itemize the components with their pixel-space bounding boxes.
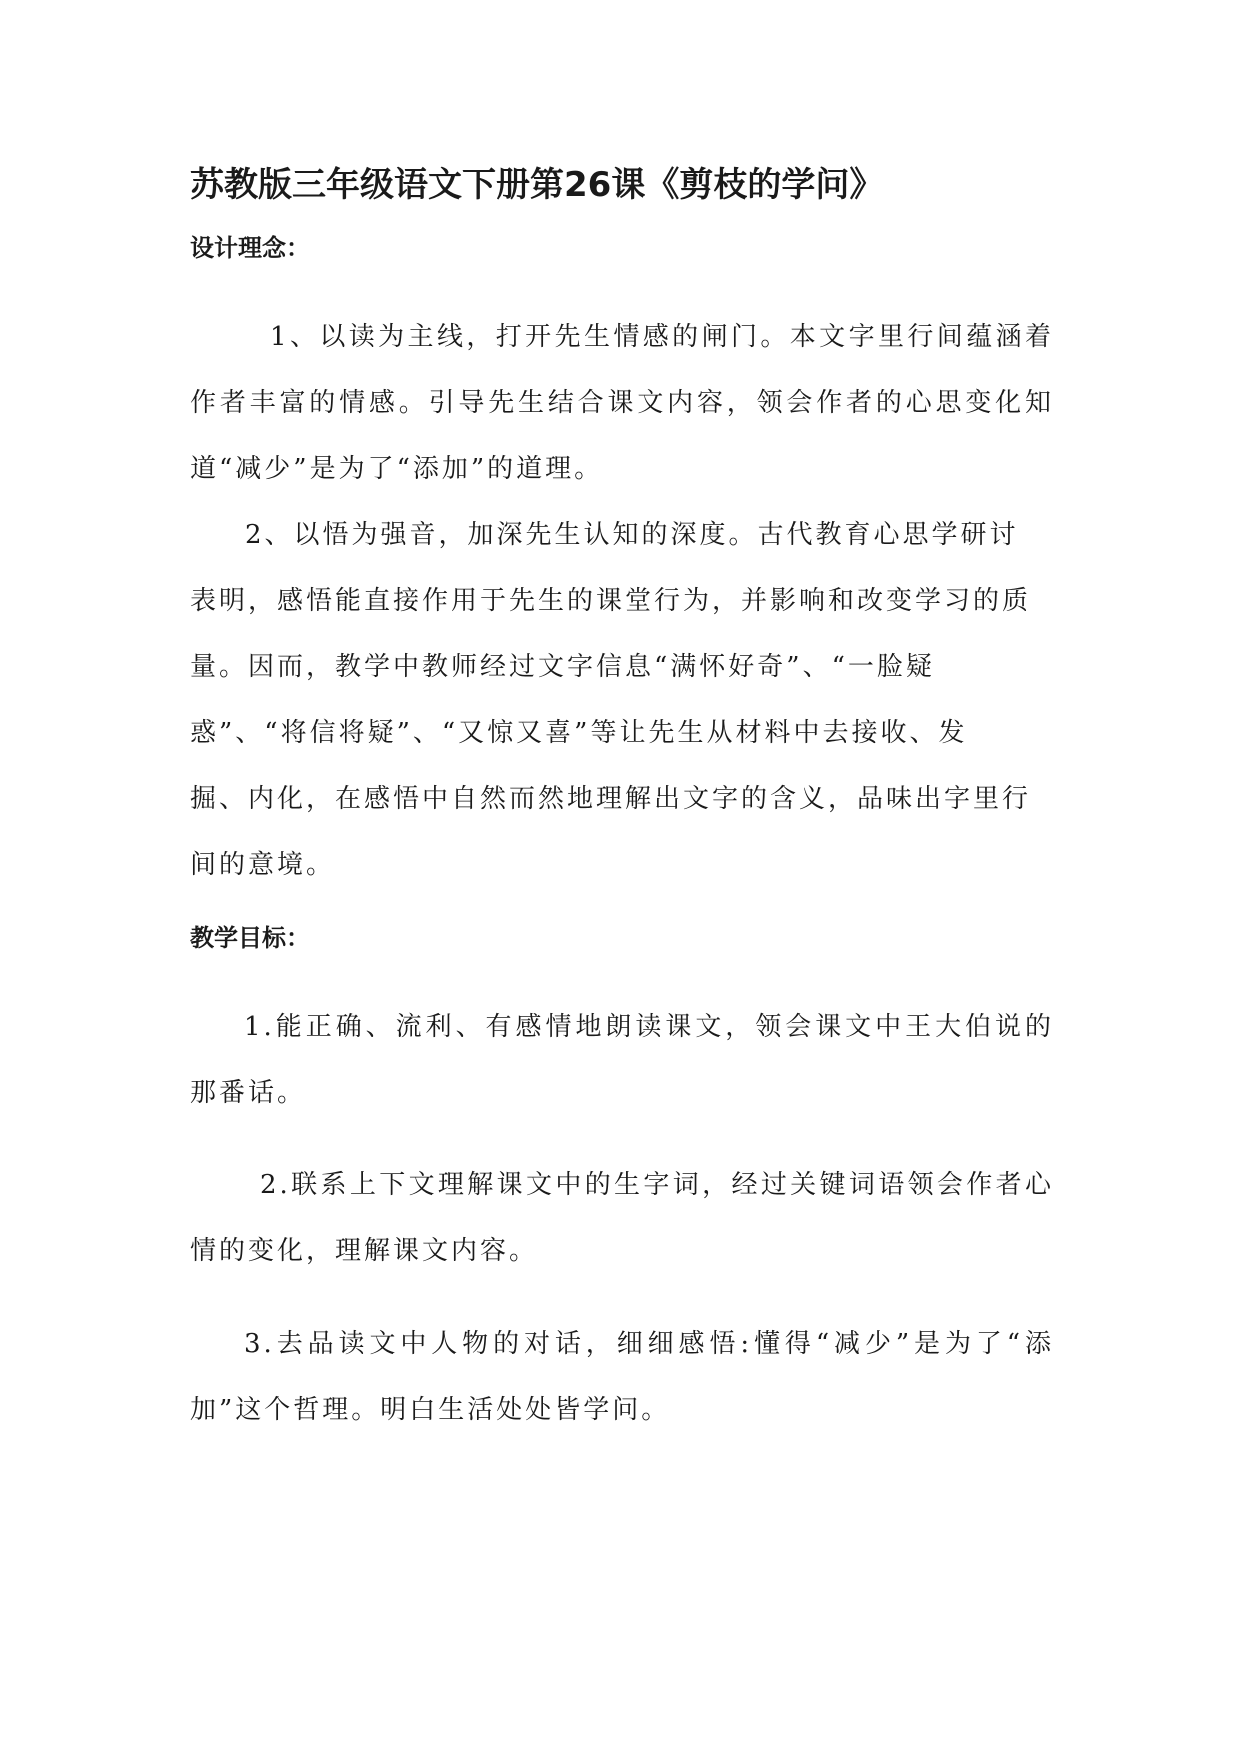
section-heading-design-concept: 设计理念： (190, 234, 310, 262)
design-concept-paragraph-2-line-6: 间的意境。 (190, 850, 336, 880)
design-concept-paragraph-2-line-2: 表明，感悟能直接作用于先生的课堂行为，并影响和改变学习的质 (190, 586, 1032, 616)
teaching-goal-1: 1.能正确、流利、有感情地朗读课文，领会课文中王大伯说的那番话。 (190, 1012, 1054, 1108)
document-title: 苏教版三年级语文下册第26课《剪枝的学问》 (190, 165, 884, 205)
design-concept-paragraph-2-line-5: 掘、内化，在感悟中自然而然地理解出文字的含义，品味出字里行 (190, 784, 1032, 814)
design-concept-paragraph-2-line-3: 量。因而，教学中教师经过文字信息“满怀好奇”、“一脸疑 (190, 652, 935, 682)
design-concept-paragraph-2-line-1: 2、以悟为强音，加深先生认知的深度。古代教育心思学研讨 (245, 520, 1019, 550)
teaching-goal-2: 2.联系上下文理解课文中的生字词，经过关键词语领会作者心情的变化，理解课文内容。 (190, 1170, 1054, 1266)
design-concept-paragraph-2-line-4: 惑”、“将信将疑”、“又惊又喜”等让先生从材料中去接收、发 (190, 718, 968, 748)
teaching-goal-3: 3.去品读文中人物的对话，细细感悟:懂得“减少”是为了“添加”这个哲理。明白生活处处皆学问。 (190, 1329, 1054, 1425)
design-concept-paragraph-1: 1、以读为主线，打开先生情感的闸门。本文字里行间蕴涵着作者丰富的情感。引导先生结合课文内容，领会作者的心思变化知道“减少”是为了“添加”的道理。 (190, 322, 1054, 484)
section-heading-teaching-goals: 教学目标： (190, 924, 310, 952)
